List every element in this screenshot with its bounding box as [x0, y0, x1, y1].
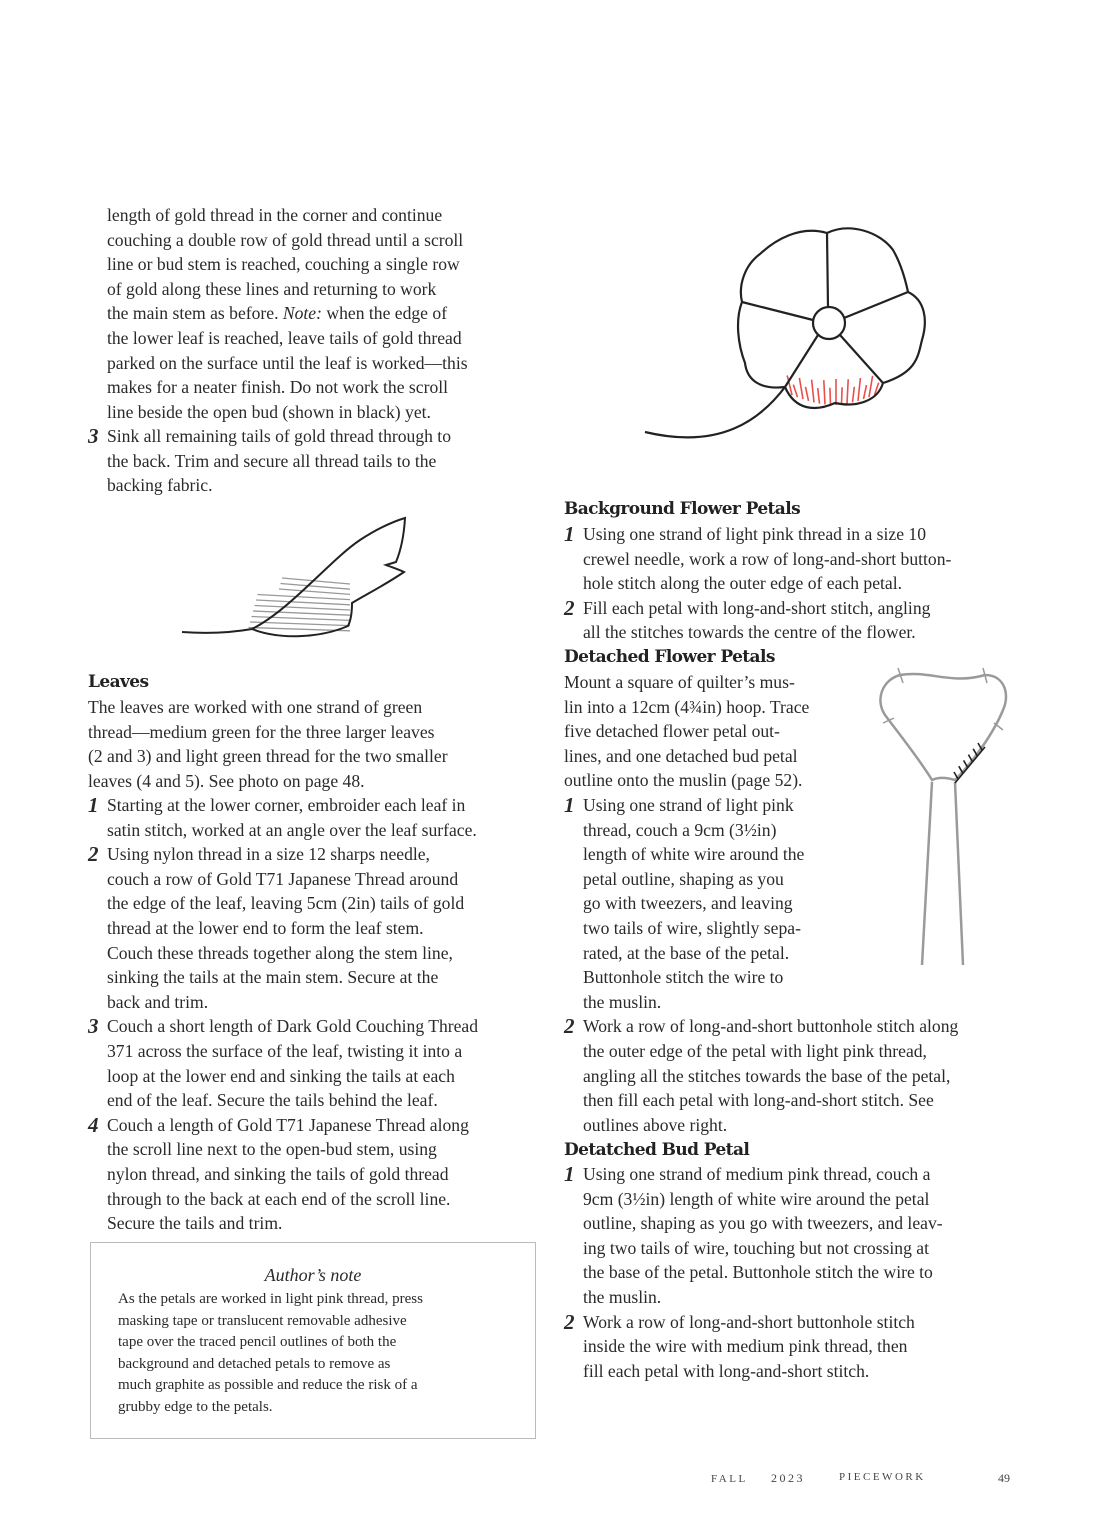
text-line: loop at the lower end and sinking the tails at each — [107, 1065, 455, 1086]
bud-petal-steps — [564, 1162, 943, 1383]
text-line: all the stitches towards the centre of the flower. — [583, 622, 916, 643]
stitch-line — [830, 388, 831, 405]
text-line: backing fabric. — [107, 475, 213, 496]
numbered-step — [88, 793, 478, 842]
detached-petals-intro — [564, 670, 809, 793]
authors-note-title: Author’s note — [264, 1265, 362, 1285]
text-line: lines, and one detached bud petal — [564, 745, 798, 766]
text-line: back and trim. — [107, 991, 209, 1012]
authors-note-box — [90, 1242, 536, 1439]
authors-note-body — [118, 1289, 423, 1419]
numbered-step — [564, 522, 952, 596]
text-line: length of white wire around the — [583, 844, 805, 865]
stitch-line — [853, 387, 855, 403]
step-number: 2 — [564, 1309, 575, 1334]
text-line: the base of the petal. Buttonhole stitch the wire to — [583, 1262, 933, 1283]
text-line: Couch a length of Gold T71 Japanese Thread along — [107, 1114, 469, 1135]
hatch-line — [279, 589, 350, 594]
step-number: 3 — [88, 1014, 99, 1039]
text-line: five detached flower petal out- — [564, 721, 780, 742]
text-line — [107, 301, 468, 326]
text-line: As the petals are worked in light pink thread, press — [118, 1291, 423, 1307]
hatch-line — [258, 595, 351, 600]
text-line: Using one strand of light pink thread in a size 10 — [583, 524, 927, 544]
step-number: 4 — [88, 1112, 99, 1137]
hatch-line — [281, 584, 351, 590]
leaves-intro — [88, 695, 448, 793]
step-number: 1 — [564, 793, 575, 817]
text-line: leaves (4 and 5). See photo on page 48. — [88, 770, 365, 791]
background-petals-heading: Background Flower Petals — [564, 499, 801, 519]
text-line: Sink all remaining tails of gold thread through to — [107, 426, 451, 446]
text-line: the back. Trim and secure all thread tails to the — [107, 450, 437, 471]
leaves-steps — [88, 793, 479, 1236]
buttonhole-stitch — [964, 760, 968, 767]
intro-steps — [88, 424, 451, 498]
text-line: fill each petal with long-and-short stitch. — [583, 1360, 870, 1381]
numbered-step — [564, 793, 958, 1014]
footer-magazine: PIECEWORK — [839, 1471, 926, 1483]
flower-diagram — [645, 228, 925, 437]
text-line: inside the wire with medium pink thread, then — [583, 1336, 908, 1357]
text-line: tape over the traced pencil outlines of both the — [118, 1334, 397, 1351]
text-line: Secure the tails and trim. — [107, 1213, 283, 1234]
text-line: end of the leaf. Secure the tails behind the leaf. — [107, 1090, 438, 1111]
text-line: outline onto the muslin (page 52). — [564, 770, 803, 791]
text-line: makes for a neater finish. Do not work the scroll — [107, 377, 449, 398]
text-line: Fill each petal with long-and-short stitch, angling — [583, 597, 931, 618]
numbered-step — [88, 424, 451, 498]
text-line: crewel needle, work a row of long-and-short button- — [583, 548, 952, 569]
text-line: line beside the open bud (shown in black) yet. — [107, 401, 431, 422]
stitch-line — [793, 385, 797, 397]
leaf-diagram — [182, 518, 405, 636]
text-line: two tails of wire, slightly sepa- — [583, 917, 801, 938]
text-line: of gold along these lines and returning to work — [107, 278, 437, 299]
text-line: thread—medium green for the three larger leaves — [88, 721, 435, 742]
numbered-step — [88, 1014, 479, 1112]
stitch-line — [806, 387, 809, 401]
step-number: 2 — [564, 595, 575, 620]
text-line: the scroll line next to the open-bud stem, using — [107, 1139, 437, 1160]
text-line: then fill each petal with long-and-short stitch. See — [583, 1090, 934, 1111]
text-line: 9cm (3½in) length of white wire around the petal — [583, 1188, 930, 1209]
text-line: nylon thread, and sinking the tails of gold thread — [107, 1163, 449, 1184]
stitch-line — [858, 378, 860, 401]
text-line: outlines above right. — [583, 1114, 728, 1135]
text-segment: the main stem as before. — [107, 303, 283, 324]
text-line: couching a double row of gold thread until a scroll — [107, 229, 464, 250]
emphasis-text: Note: — [282, 303, 322, 324]
text-line: petal outline, shaping as you — [583, 868, 784, 889]
stitch-line — [869, 376, 873, 397]
text-line: much graphite as possible and reduce the risk of a — [118, 1377, 418, 1394]
text-line: masking tape or translucent removable adhesive — [118, 1312, 407, 1329]
stitch-line — [847, 379, 848, 403]
text-line: parked on the surface until the leaf is worked—this — [107, 352, 468, 373]
text-segment: when the edge of — [321, 303, 448, 324]
text-line: Using one strand of medium pink thread, couch a — [583, 1164, 931, 1184]
intro-paragraph — [107, 203, 468, 424]
step-number: 1 — [564, 1162, 575, 1186]
text-line: line or bud stem is reached, couching a single row — [107, 254, 460, 275]
stitch-line — [864, 385, 867, 399]
text-line: the lower leaf is reached, leave tails of gold thread — [107, 327, 462, 348]
step-number: 1 — [88, 793, 99, 817]
numbered-step — [88, 1112, 478, 1236]
stitch-line — [824, 380, 825, 404]
step-number: 3 — [88, 424, 99, 448]
text-line: Starting at the lower corner, embroider each leaf in — [107, 795, 466, 815]
detached-petals-heading: Detached Flower Petals — [564, 647, 775, 667]
text-line: Work a row of long-and-short buttonhole stitch — [583, 1311, 915, 1332]
numbered-step — [564, 1014, 959, 1137]
footer-year: 2023 — [771, 1471, 805, 1485]
text-line: sinking the tails at the main stem. Secure at the — [107, 967, 439, 988]
text-line: length of gold thread in the corner and continue — [107, 205, 443, 225]
text-line: rated, at the base of the petal. — [583, 942, 790, 963]
hatch-line — [256, 600, 350, 605]
text-line: Using nylon thread in a size 12 sharps needle, — [107, 844, 430, 865]
text-line: grubby edge to the petals. — [118, 1398, 273, 1415]
text-line: thread at the lower end to form the leaf stem. — [107, 917, 424, 938]
footer-season — [711, 1471, 748, 1486]
text-line: background and detached petals to remove as — [118, 1355, 391, 1372]
hatch-line — [253, 611, 350, 615]
text-line: the muslin. — [583, 991, 662, 1012]
leaves-heading: Leaves — [88, 672, 149, 692]
bud-petal-heading: Detatched Bud Petal — [564, 1140, 750, 1160]
stitch-line — [812, 380, 814, 403]
text-line: outline, shaping as you go with tweezers, and leav- — [583, 1213, 943, 1234]
text-line: (2 and 3) and light green thread for the two smaller — [88, 746, 448, 767]
numbered-step — [564, 595, 951, 645]
text-line: The leaves are worked with one strand of green — [88, 697, 423, 717]
numbered-step — [88, 842, 478, 1014]
text-line: 371 across the surface of the leaf, twisting it into a — [107, 1040, 463, 1061]
text-line: ing two tails of wire, touching but not crossing at — [583, 1237, 929, 1258]
background-petals-steps — [564, 522, 952, 645]
text-line: hole stitch along the outer edge of each petal. — [583, 573, 903, 594]
hatch-line — [255, 606, 351, 611]
text-line: Work a row of long-and-short buttonhole stitch along — [583, 1016, 959, 1037]
stitch-line — [818, 388, 820, 404]
text-line: the muslin. — [583, 1286, 662, 1307]
page-number: 49 — [998, 1471, 1010, 1485]
text-line: Mount a square of quilter’s mus- — [564, 672, 795, 692]
numbered-step — [564, 1309, 943, 1384]
step-number: 2 — [88, 842, 99, 867]
text-line: Couch a short length of Dark Gold Couching Thread — [107, 1016, 479, 1037]
text-line: Buttonhole stitch the wire to — [583, 967, 784, 988]
text-line: lin into a 12cm (4¾in) hoop. Trace — [564, 696, 810, 717]
text-line: the outer edge of the petal with light pink thread, — [583, 1040, 927, 1061]
footer-season-text: FALL — [711, 1473, 748, 1485]
detached-petals-steps — [564, 793, 959, 1137]
stitch-line — [842, 387, 843, 404]
stitch-line — [799, 378, 803, 399]
text-line: go with tweezers, and leaving — [583, 893, 793, 914]
buttonhole-stitch — [968, 755, 972, 762]
text-line: Using one strand of light pink — [583, 795, 794, 815]
text-line: thread, couch a 9cm (3½in) — [583, 819, 777, 840]
step-number: 2 — [564, 1014, 575, 1039]
text-line: satin stitch, worked at an angle over the leaf surface. — [107, 819, 477, 840]
text-line: the edge of the leaf, leaving 5cm (2in) tails of gold — [107, 893, 465, 914]
text-line: angling all the stitches towards the base of the petal, — [583, 1065, 951, 1086]
numbered-step — [564, 1162, 943, 1310]
text-line: through to the back at each end of the scroll line. — [107, 1188, 451, 1209]
step-number: 1 — [564, 522, 575, 546]
text-line: Couch these threads together along the stem line, — [107, 942, 453, 963]
text-line: couch a row of Gold T71 Japanese Thread around — [107, 868, 459, 889]
